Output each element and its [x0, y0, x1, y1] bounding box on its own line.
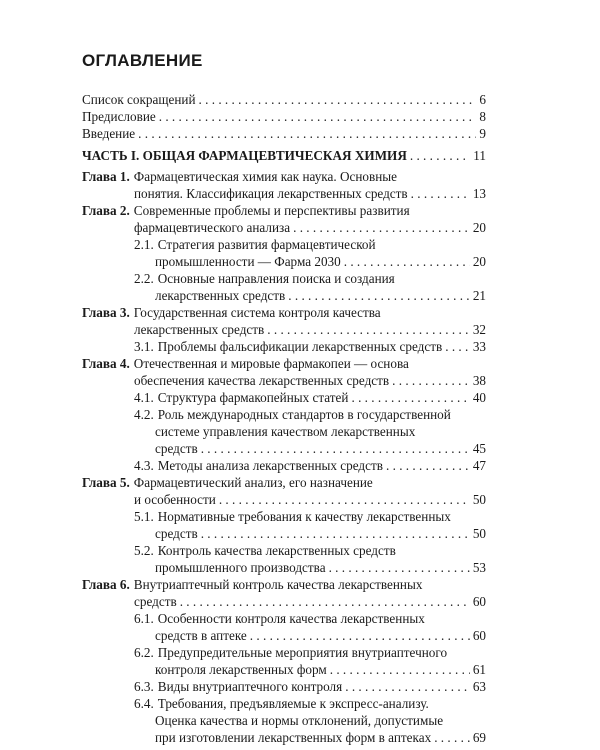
toc-section-6-3[interactable]	[134, 678, 486, 695]
section-title-line: Методы анализа лекарственных средств	[157, 458, 383, 473]
chapter-title-line: Государственная система контроля качества	[133, 305, 381, 320]
toc-section-5-1[interactable]	[134, 508, 486, 525]
chapter-label: Глава 4.	[82, 356, 130, 371]
section-title-line: Предупредительные мероприятия внутриаптечного	[157, 645, 448, 660]
toc-entry-part-1[interactable]	[82, 147, 486, 164]
toc-entry-page: 33	[472, 339, 486, 354]
section-number: 5.2.	[134, 543, 154, 558]
section-title-line: лекарственных средств	[155, 288, 286, 303]
section-number: 2.1.	[134, 237, 154, 252]
toc-entry-preface[interactable]	[82, 108, 486, 125]
toc-section-6-4[interactable]	[134, 695, 486, 712]
section-title-line: контроля лекарственных форм	[155, 662, 327, 677]
toc-section-6-4-cont[interactable]	[155, 729, 486, 746]
section-number: 6.1.	[134, 611, 154, 626]
dot-leader	[344, 253, 470, 270]
chapter-label: Глава 3.	[82, 305, 130, 320]
section-title-line: промышленного производства	[155, 560, 326, 575]
section-title-line: Проблемы фальсификации лекарственных средств	[157, 339, 443, 354]
section-title-line: при изготовлении лекарственных форм в аптеках	[155, 730, 432, 745]
toc-section-2-2-cont[interactable]	[155, 287, 486, 304]
toc-section-6-1[interactable]	[134, 610, 486, 627]
dot-leader	[345, 678, 470, 695]
toc-entry-page: 6	[479, 92, 486, 107]
dot-leader	[392, 372, 470, 389]
section-title-line: Структура фармакопейных статей	[157, 390, 349, 405]
section-number: 4.3.	[134, 458, 154, 473]
toc-entry-title: Введение	[82, 126, 136, 141]
section-number: 6.4.	[134, 696, 154, 711]
toc-entry-page: 53	[472, 560, 486, 575]
toc-chapter-5[interactable]	[82, 474, 486, 491]
toc-entry-page: 9	[479, 126, 486, 141]
toc-section-5-2[interactable]	[134, 542, 486, 559]
toc-entry-abbreviations[interactable]	[82, 91, 486, 108]
chapter-title-line: Фармацевтическая химия как наука. Основные	[133, 169, 397, 184]
chapter-title-line: и особенности	[134, 492, 216, 507]
section-number: 4.2.	[134, 407, 154, 422]
toc-entry-page: 8	[479, 109, 486, 124]
toc-entry-page: 60	[472, 628, 486, 643]
toc-section-4-2[interactable]	[134, 406, 486, 423]
chapter-label: Глава 6.	[82, 577, 130, 592]
chapter-title-line: Отечественная и мировые фармакопеи — основа	[133, 356, 409, 371]
toc-entry-page: 11	[473, 148, 486, 163]
toc-chapter-5-cont[interactable]	[134, 491, 486, 508]
toc-chapter-2[interactable]	[82, 202, 486, 219]
section-number: 4.1.	[134, 390, 154, 405]
chapter-title-line: обеспечения качества лекарственных средств	[134, 373, 390, 388]
toc-section-6-4-cont[interactable]	[155, 712, 486, 729]
chapter-title-line: Фармацевтический анализ, его назначение	[133, 475, 373, 490]
section-title-line: Требования, предъявляемые к экспресс-анализу.	[157, 696, 429, 711]
toc-entry-page: 13	[472, 186, 486, 201]
toc-section-4-1[interactable]	[134, 389, 486, 406]
dot-leader	[386, 457, 470, 474]
toc-chapter-4-cont[interactable]	[134, 372, 486, 389]
toc-section-2-2[interactable]	[134, 270, 486, 287]
toc-entry-page: 69	[472, 730, 486, 745]
section-number: 6.3.	[134, 679, 154, 694]
dot-leader	[293, 219, 470, 236]
toc-section-5-1-cont[interactable]	[155, 525, 486, 542]
toc-entry-page: 47	[472, 458, 486, 473]
toc-section-6-1-cont[interactable]	[155, 627, 486, 644]
dot-leader	[410, 147, 470, 164]
toc-chapter-1[interactable]	[82, 168, 486, 185]
toc-entry-page: 45	[472, 441, 486, 456]
dot-leader	[434, 729, 470, 746]
section-title-line: Особенности контроля качества лекарственных	[157, 611, 425, 626]
section-title-line: промышленности — Фарма 2030	[155, 254, 341, 269]
chapter-title-line: понятия. Классификация лекарственных средств	[134, 186, 408, 201]
toc-entry-page: 63	[472, 679, 486, 694]
chapter-title-line: средств	[134, 594, 177, 609]
toc-section-3-1[interactable]	[134, 338, 486, 355]
toc-entry-page: 40	[472, 390, 486, 405]
toc-entry-page: 21	[472, 288, 486, 303]
section-number: 5.1.	[134, 509, 154, 524]
toc-chapter-6-cont[interactable]	[134, 593, 486, 610]
toc-chapter-4[interactable]	[82, 355, 486, 372]
toc-entry-page: 61	[472, 662, 486, 677]
dot-leader	[351, 389, 469, 406]
toc-chapter-3-cont[interactable]	[134, 321, 486, 338]
toc-entry-page: 20	[472, 220, 486, 235]
dot-leader	[250, 627, 470, 644]
dot-leader	[288, 287, 470, 304]
toc-section-4-2-cont[interactable]	[155, 423, 486, 440]
toc-entry-introduction[interactable]	[82, 125, 486, 142]
section-number: 6.2.	[134, 645, 154, 660]
section-title-line: средств в аптеке	[155, 628, 247, 643]
toc-entry-page: 50	[472, 526, 486, 541]
chapter-title-line: Внутриаптечный контроль качества лекарственных	[133, 577, 423, 592]
dot-leader	[199, 91, 477, 108]
dot-leader	[445, 338, 470, 355]
toc-section-2-1-cont[interactable]	[155, 253, 486, 270]
toc-chapter-2-cont[interactable]	[134, 219, 486, 236]
toc-section-4-3[interactable]	[134, 457, 486, 474]
section-number: 3.1.	[134, 339, 154, 354]
toc-part-title: ЧАСТЬ I. ОБЩАЯ ФАРМАЦЕВТИЧЕСКАЯ ХИМИЯ	[82, 148, 407, 163]
toc-entry-page: 50	[472, 492, 486, 507]
toc-entry-page: 32	[472, 322, 486, 337]
dot-leader	[201, 525, 470, 542]
section-title-line: системе управления качеством лекарственных	[155, 424, 416, 439]
toc-section-6-2-cont[interactable]	[155, 661, 486, 678]
section-title-line: Роль международных стандартов в государственной	[157, 407, 451, 422]
toc-entry-page: 60	[472, 594, 486, 609]
dot-leader	[267, 321, 470, 338]
toc-chapter-3[interactable]	[82, 304, 486, 321]
toc-entry-page: 20	[472, 254, 486, 269]
toc-chapter-6[interactable]	[82, 576, 486, 593]
toc-section-5-2-cont[interactable]	[155, 559, 486, 576]
toc-section-2-1[interactable]	[134, 236, 486, 253]
dot-leader	[180, 593, 470, 610]
section-title-line: Нормативные требования к качеству лекарственных	[157, 509, 451, 524]
dot-leader	[201, 440, 470, 457]
section-title-line: Стратегия развития фармацевтической	[157, 237, 376, 252]
toc-heading: ОГЛАВЛЕНИЕ	[82, 51, 203, 70]
section-title-line: средств	[155, 526, 198, 541]
dot-leader	[329, 559, 470, 576]
chapter-title-line: лекарственных средств	[134, 322, 265, 337]
section-title-line: средств	[155, 441, 198, 456]
section-title-line: Основные направления поиска и создания	[157, 271, 395, 286]
chapter-label: Глава 5.	[82, 475, 130, 490]
section-title-line: Виды внутриаптечного контроля	[157, 679, 343, 694]
toc-entry-title: Предисловие	[82, 109, 156, 124]
chapter-label: Глава 2.	[82, 203, 130, 218]
dot-leader	[219, 491, 470, 508]
toc-section-6-2[interactable]	[134, 644, 486, 661]
section-number: 2.2.	[134, 271, 154, 286]
dot-leader	[411, 185, 470, 202]
dot-leader	[330, 661, 470, 678]
section-title-line: Оценка качества и нормы отклонений, допустимые	[155, 713, 444, 728]
dot-leader	[138, 125, 476, 142]
toc-section-4-2-cont[interactable]	[155, 440, 486, 457]
toc-entry-title: Список сокращений	[82, 92, 196, 107]
chapter-label: Глава 1.	[82, 169, 130, 184]
toc-entry-page: 38	[472, 373, 486, 388]
dot-leader	[159, 108, 477, 125]
chapter-title-line: Современные проблемы и перспективы развития	[133, 203, 410, 218]
toc-chapter-1-cont[interactable]	[134, 185, 486, 202]
chapter-title-line: фармацевтического анализа	[134, 220, 291, 235]
section-title-line: Контроль качества лекарственных средств	[157, 543, 396, 558]
